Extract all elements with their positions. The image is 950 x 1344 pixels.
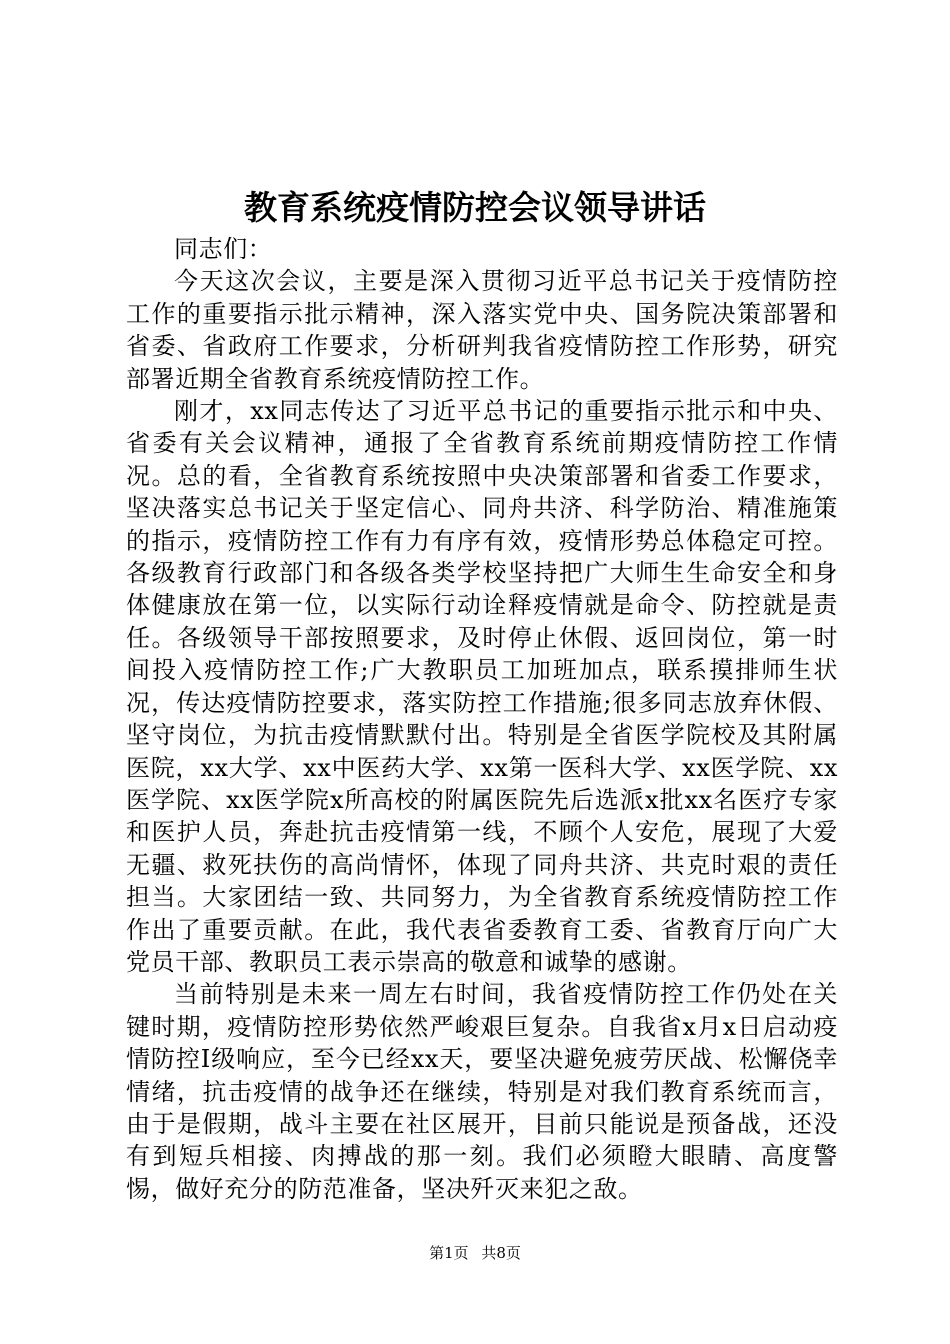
paragraph-3: 当前特别是未来一周左右时间，我省疫情防控工作仍处在关键时期，疫情防控形势依然严峻艰巨复杂。自我省x月x日启动疫情防控Ⅰ级响应，至今已经xx天，要坚决避免疲劳厌战、松懈侥幸情绪，抗击疫情的战争还在继续，特别是对我们教育系统而言，由于是假期，战斗主要在社区展开，目前只能说是预备战，还没有到短兵相接、肉搏战的那一刻。我们必须瞪大眼睛、高度警惕，做好充分的防范准备，坚决歼灭来犯之敌。 <box>126 980 838 1203</box>
page-number: 第1页 <box>429 1244 469 1262</box>
salutation: 同志们： <box>174 235 273 263</box>
document-title: 教育系统疫情防控会议领导讲话 <box>244 188 706 227</box>
paragraph-2: 刚才，xx同志传达了习近平总书记的重要指示批示和中央、省委有关会议精神，通报了全省教育系统前期疫情防控工作情况。总的看，全省教育系统按照中央决策部署和省委工作要求，坚决落实总书记关于坚定信心、同舟共济、科学防治、精准施策的指示，疫情防控工作有力有序有效，疫情形势总体稳定可控。各级教育行政部门和各级各类学校坚持把广大师生生命安全和身体健康放在第一位，以实际行动诠释疫情就是命令、防控就是责任。各级领导干部按照要求，及时停止休假、返回岗位，第一时间投入疫情防控工作;广大教职员工加班加点，联系摸排师生状况，传达疫情防控要求，落实防控工作措施;很多同志放弃休假、坚守岗位，为抗击疫情默默付出。特别是全省医学院校及其附属医院，xx大学、xx中医药大学、xx第一医科大学、xx医学院、xx医学院、xx医学院x所高校的附属医院先后选派x批xx名医疗专家和医护人员，奔赴抗击疫情第一线，不顾个人安危，展现了大爱无疆、救死扶伤的高尚情怀，体现了同舟共济、共克时艰的责任担当。大家团结一致、共同努力，为全省教育系统疫情防控工作作出了重要贡献。在此，我代表省委教育工委、省教育厅向广大党员干部、教职员工表示崇高的敬意和诚挚的感谢。 <box>126 397 838 976</box>
page-footer <box>0 1243 950 1263</box>
document-body <box>126 233 838 1205</box>
paragraph-1: 今天这次会议，主要是深入贯彻习近平总书记关于疫情防控工作的重要指示批示精神，深入落实党中央、国务院决策部署和省委、省政府工作要求，分析研判我省疫情防控工作形势，研究部署近期全省教育系统疫情防控工作。 <box>126 267 838 393</box>
page-total: 共8页 <box>481 1244 521 1262</box>
